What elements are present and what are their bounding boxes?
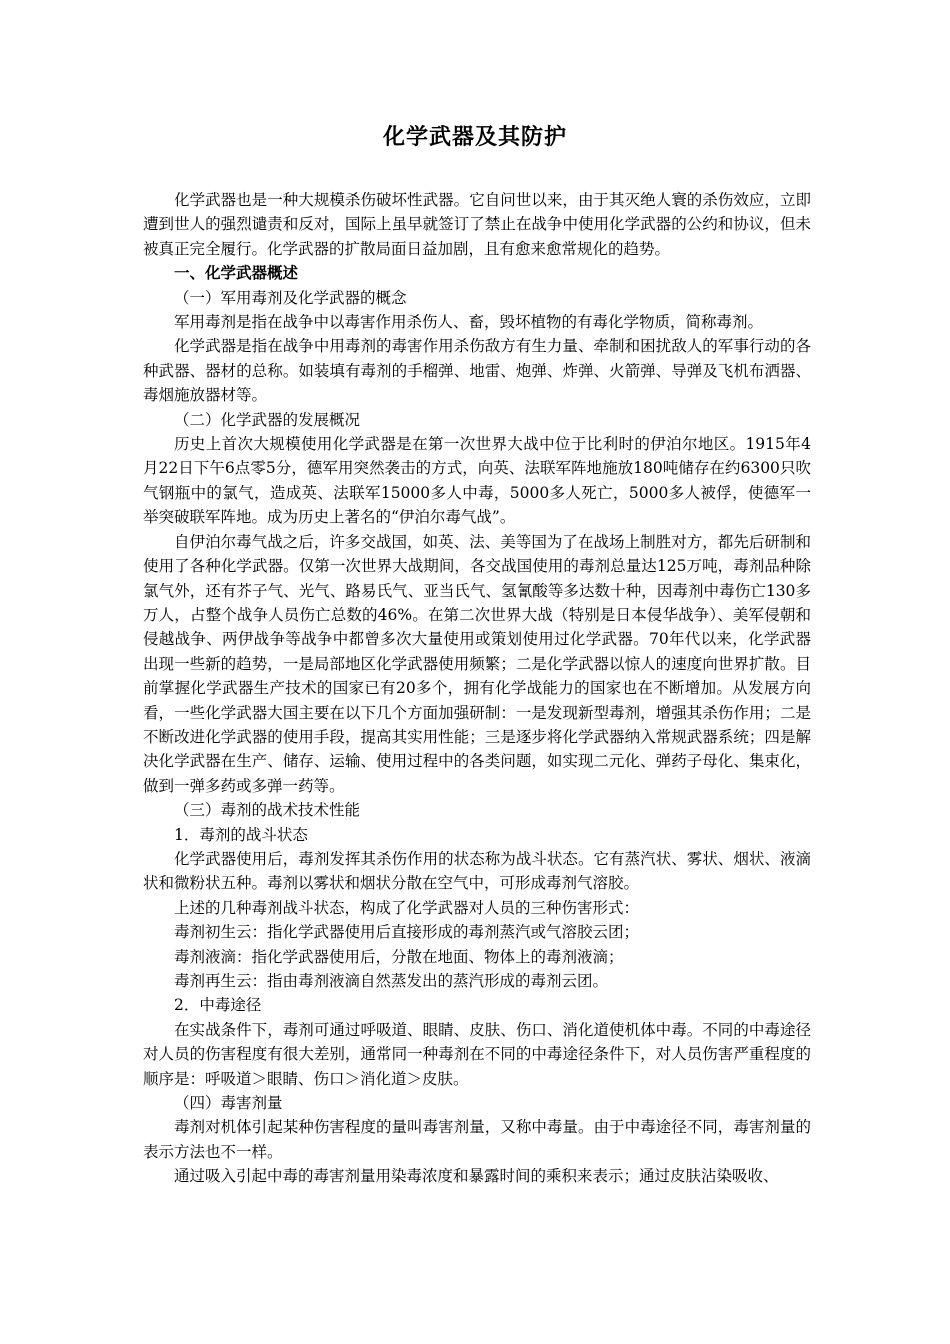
section-heading-1: 一、化学武器概述	[174, 264, 299, 283]
subsection-heading-4: （四）毒害剂量	[174, 1094, 283, 1113]
document-title: 化学武器及其防护	[382, 125, 567, 150]
paragraph: 化学武器是指在战争中用毒剂的毒害作用杀伤敌方有生力量、牵制和困扰敌人的军事行动的各种武器、器材的总称。如装填有毒剂的手榴弹、地雷、炮弹、炸弹、火箭弹、导弹及飞机布洒器、毒烟施放器材等。	[143, 337, 811, 405]
paragraph: 毒剂初生云：指化学武器使用后直接形成的毒剂蒸汽或气溶胶云团；	[174, 923, 640, 942]
item-heading-2: 2．中毒途径	[174, 996, 262, 1015]
paragraph: 毒剂再生云：指由毒剂液滴自然蒸发出的蒸汽形成的毒剂云团。	[174, 972, 609, 990]
paragraph: 毒剂对机体引起某种伤害程度的量叫毒害剂量，又称中毒量。由于中毒途径不同，毒害剂量的表示方法也不一样。	[143, 1118, 811, 1161]
paragraph: 历史上首次大规模使用化学武器是在第一次世界大战中位于比利时的伊泊尔地区。1915年4月22日下午6点零5分，德军用突然袭击的方式，向英、法联军阵地施放180吨储存在约6300只吹气钢瓶中的氯气，造成英、法联军15000多人中毒，5000多人死亡，5000多人被俘，使德军一举突破联军阵地。成为历史上著名的“伊泊尔毒气战”。	[143, 435, 811, 527]
paragraph: 通过吸入引起中毒的毒害剂量用染毒浓度和暴露时间的乘积来表示；通过皮肤沾染吸收、	[174, 1167, 779, 1186]
paragraph: 上述的几种毒剂战斗状态，构成了化学武器对人员的三种伤害形式：	[174, 898, 640, 917]
paragraph: 自伊泊尔毒气战之后，许多交战国，如英、法、美等国为了在战场上制胜对方，都先后研制和使用了各种化学武器。仅第一次世界大战期间，各交战国使用的毒剂总量达125万吨，毒剂品种除氯气外，还有芥子气、光气、路易氏气、亚当氏气、氢氰酸等多达数十种，因毒剂中毒伤亡130多万人，占整个战争人员伤亡总数的46%。在第二次世界大战（特别是日本侵华战争）、美军侵朝和侵越战争、两伊战争等战争中都曾多次大量使用或策划使用过化学武器。70年代以来，化学武器出现一些新的趋势，一是局部地区化学武器使用频繁；二是化学武器以惊人的速度向世界扩散。目前掌握化学武器生产技术的国家已有20多个，拥有化学战能力的国家也在不断增加。从发展方向看，一些化学武器大国主要在以下几个方面加强研制：一是发现新型毒剂，增强其杀伤作用；二是不断改进化学武器的使用手段，提高其实用性能；三是逐步将化学武器纳入常规武器系统；四是解决化学武器在生产、储存、运输、使用过程中的各类问题，如实现二元化、弹药子母化、集束化，做到一弹多药或多弹一药等。	[143, 532, 811, 795]
item-heading-1: 1．毒剂的战斗状态	[174, 825, 308, 844]
subsection-heading-3: （三）毒剂的战术技术性能	[174, 801, 361, 820]
subsection-heading-1: （一）军用毒剂及化学武器的概念	[174, 288, 407, 307]
paragraph: 在实战条件下，毒剂可通过呼吸道、眼睛、皮肤、伤口、消化道使机体中毒。不同的中毒途径对人员的伤害程度有很大差别，通常同一种毒剂在不同的中毒途径条件下，对人员伤害严重程度的顺序是：呼吸道＞眼睛、伤口＞消化道＞皮肤。	[143, 1020, 811, 1088]
paragraph: 毒剂液滴：指化学武器使用后，分散在地面、物体上的毒剂液滴；	[174, 947, 624, 966]
paragraph: 化学武器使用后，毒剂发挥其杀伤作用的状态称为战斗状态。它有蒸汽状、雾状、烟状、液滴状和微粉状五种。毒剂以雾状和烟状分散在空气中，可形成毒剂气溶胶。	[143, 849, 811, 893]
subsection-heading-2: （二）化学武器的发展概况	[174, 410, 361, 429]
paragraph: 军用毒剂是指在战争中以毒害作用杀伤人、畜，毁坏植物的有毒化学物质，简称毒剂。	[174, 313, 764, 332]
document-body	[143, 188, 811, 1189]
paragraph-intro: 化学武器也是一种大规模杀伤破坏性武器。它自问世以来，由于其灭绝人寰的杀伤效应，立即遭到世人的强烈谴责和反对，国际上虽早就签订了禁止在战争中使用化学武器的公约和协议，但未被真正完全履行。化学武器的扩散局面日益加剧，且有愈来愈常规化的趋势。	[143, 191, 811, 258]
